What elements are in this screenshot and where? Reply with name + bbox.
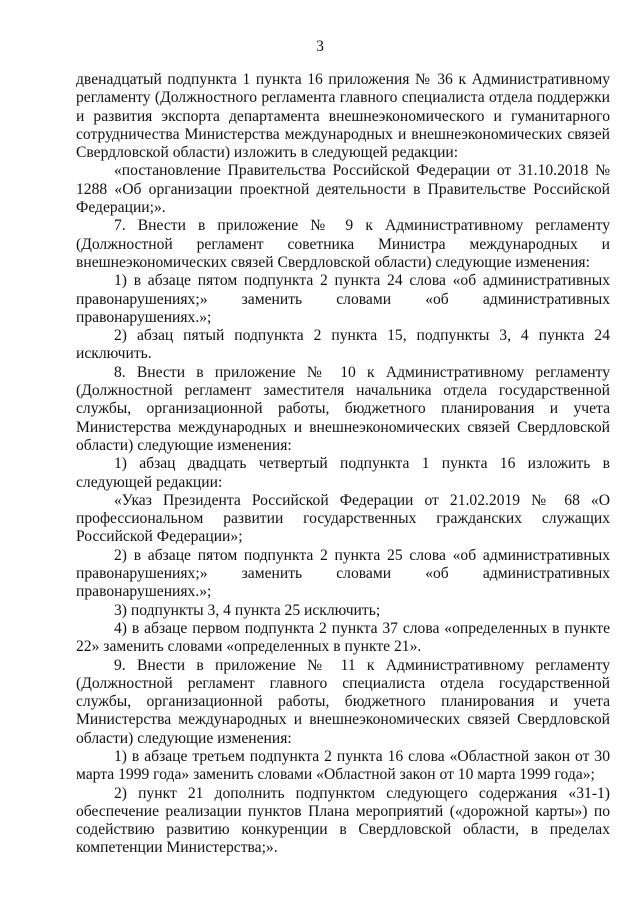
paragraph: двенадцатый подпункта 1 пункта 16 приложения № 36 к Административному регламенту (Должностного регламента главного специалиста отдела поддержки и развития экспорта департамента внешнеэкономического и гуманитарного сотрудничества Министерства международных и внешнеэкономических связей Свердловской области) изложить в следующей редакции: [76,71,610,162]
paragraph: 1) в абзаце пятом подпункта 2 пункта 24 слова «об административных правонарушениях;» заменить словами «об административных правонарушениях.»; [76,272,610,326]
paragraph: 3) подпункты 3, 4 пункта 25 исключить; [114,601,381,619]
paragraph: 1) в абзаце третьем подпункта 2 пункта 16 слова «Областной закон от 30 марта 1999 года» заменить словами «Областной закон от 10 марта 1999 года»; [76,747,610,784]
paragraph: 2) в абзаце пятом подпункта 2 пункта 25 слова «об административных правонарушениях;» заменить словами «об административных правонарушениях.»; [76,546,610,601]
paragraph: 4) в абзаце первом подпункта 2 пункта 37 слова «определенных в пункте 22» заменить словами «определенных в пункте 21». [76,619,610,656]
paragraph: 7. Внести в приложение № 9 к Административному регламенту (Должностной регламент советника Министра международных и внешнеэкономических связей Свердловской области) следующие изменения: [76,217,610,271]
paragraph: 2) абзац пятый подпункта 2 пункта 15, подпункты 3, 4 пункта 24 исключить. [76,327,610,363]
page-number: 3 [316,38,324,55]
paragraph: 1) абзац двадцать четвертый подпункта 1 пункта 16 изложить в следующей редакции: [76,455,610,491]
paragraph: 8. Внести в приложение № 10 к Административному регламенту (Должностной регламент заместителя начальника отдела государственной службы, организационной работы, бюджетного планирования и учета Министерства международных и внешнеэкономических связей Свердловской области) следующие изменения: [76,363,610,454]
paragraph: «постановление Правительства Российской Федерации от 31.10.2018 № 1288 «Об организации проектной деятельности в Правительстве Российской Федерации;». [76,162,610,217]
paragraph: «Указ Президента Российской Федерации от 21.02.2019 № 68 «О профессиональном развитии государственных гражданских служащих Российской Федерации»; [76,491,610,546]
document-body [76,71,610,858]
paragraph: 2) пункт 21 дополнить подпунктом следующего содержания «31-1) обеспечение реализации пунктов Плана мероприятий («дорожной карты») по содействию развитию конкуренции в Свердловской области, в пределах компетенции Министерства;». [76,784,610,857]
paragraph: 9. Внести в приложение № 11 к Административному регламенту (Должностной регламент главного специалиста отдела государственной службы, организационной работы, бюджетного планирования и учета Министерства международных и внешнеэкономических связей Свердловской области) следующие изменения: [76,656,610,747]
